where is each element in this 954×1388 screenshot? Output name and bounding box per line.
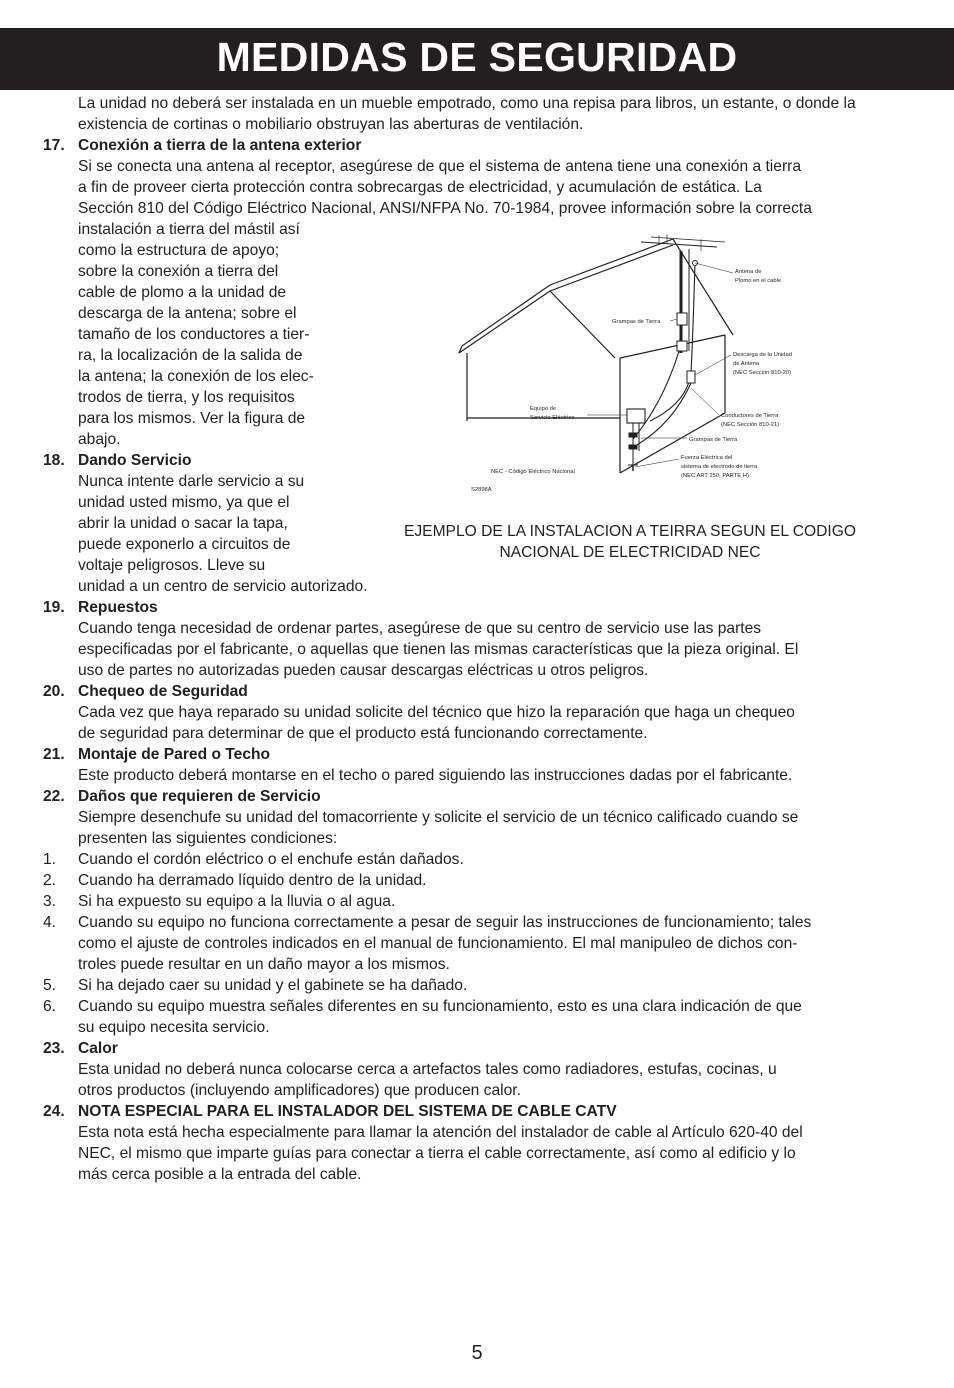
section-number: 23.: [43, 1040, 65, 1057]
text-line: unidad usted mismo, ya que el: [78, 494, 290, 511]
label-electrode-system: (NEC ART 250, PARTE H): [681, 473, 749, 479]
text-line: uso de partes no autorizadas pueden causar descargas eléctricas u otros peligros.: [78, 662, 649, 679]
label-antenna-lead: Plomo en el cable: [735, 278, 782, 284]
condition-item: [43, 975, 913, 996]
label-clamps-top: Grampas de Tierra: [612, 319, 661, 325]
condition-item: [43, 912, 913, 975]
section-21: [43, 744, 913, 786]
text-line: Nunca intente darle servicio a su: [78, 473, 305, 490]
text-line: Si ha dejado caer su unidad y el gabinete se ha dañado.: [78, 977, 468, 994]
text-line: su equipo necesita servicio.: [78, 1019, 270, 1036]
label-discharge-unit: (NEC Sección 810-20): [733, 370, 791, 376]
condition-number: 1.: [43, 851, 57, 868]
section-19: [43, 597, 913, 681]
label-ground-conductors: Conductores de Tierra: [721, 413, 779, 419]
label-electrode-system: Fuerza Eléctrica del: [681, 455, 733, 461]
text-line: cable de plomo a la unidad de: [78, 284, 287, 301]
text-line: sobre la conexión a tierra del: [78, 263, 279, 280]
text-line: Cuando el cordón eléctrico o el enchufe están dañados.: [78, 851, 464, 868]
section-20: [43, 681, 913, 744]
text-line: Sección 810 del Código Eléctrico Nacional, ANSI/NFPA No. 70-1984, provee información sobre la correcta: [78, 200, 812, 217]
caption-line: EJEMPLO DE LA INSTALACION A TEIRRA SEGUN EL CODIGO: [403, 523, 857, 540]
label-clamps-bottom: Grampas de Tierra: [689, 437, 738, 443]
condition-number: 4.: [43, 914, 57, 931]
section-number: 19.: [43, 599, 65, 616]
text-line: como el ajuste de controles indicados en el manual de funcionamiento. El mal manipuleo de dichos con-: [78, 935, 798, 952]
caption-line: NACIONAL DE ELECTRICIDAD NEC: [499, 544, 761, 561]
section-title: Chequeo de Seguridad: [78, 683, 248, 700]
label-figure-code: S2898A: [471, 487, 492, 493]
section-title: Daños que requieren de Servicio: [78, 788, 321, 805]
section-24: [43, 1101, 913, 1185]
wrapped-text: [78, 219, 353, 450]
text-line: troles puede resultar en un daño mayor a los mismos.: [78, 956, 450, 973]
text-line: tamaño de los conductores a tier-: [78, 326, 310, 343]
label-nec: NEC - Código Eléctrico Nacional: [491, 469, 575, 475]
text-line: la antena; la conexión de los elec-: [78, 368, 314, 385]
text-line: Si ha expuesto su equipo a la lluvia o al agua.: [78, 893, 396, 910]
condition-number: 6.: [43, 998, 57, 1015]
page-number: 5: [471, 1342, 483, 1364]
section-number: 24.: [43, 1103, 65, 1120]
text-line: instalación a tierra del mástil así: [78, 221, 300, 238]
text-line: más cerca posible a la entrada del cable.: [78, 1166, 362, 1183]
condition-number: 2.: [43, 872, 57, 889]
text-line: especificadas por el fabricante, o aquellas que tienen las mismas características que la pieza original. El: [78, 641, 799, 658]
page-title: MEDIDAS DE SEGURIDAD: [216, 34, 738, 80]
grounding-diagram: [455, 233, 815, 503]
section-title: Dando Servicio: [78, 452, 192, 469]
text-line: voltaje peligrosos. Lleve su: [78, 557, 266, 574]
label-discharge-unit: de Antena: [733, 361, 760, 367]
text-line: para los mismos. Ver la figura de: [78, 410, 306, 427]
section-number: 21.: [43, 746, 65, 763]
section-title: Conexión a tierra de la antena exterior: [78, 137, 362, 154]
label-electrode-system: sistema de electrodo de tierra: [681, 464, 758, 470]
label-service-equipment: Servicio Eléctrico: [530, 415, 575, 421]
condition-item: [43, 849, 913, 870]
text-line: Esta nota está hecha especialmente para llamar la atención del instalador de cable al Artículo 620-40 del: [78, 1124, 803, 1141]
label-discharge-unit: Descarga de la Unidad: [733, 352, 792, 358]
section-number: 18.: [43, 452, 65, 469]
text-line: de seguridad para determinar de que el producto está funcionando correctamente.: [78, 725, 648, 742]
section-number: 20.: [43, 683, 65, 700]
condition-item: [43, 891, 913, 912]
section-title: NOTA ESPECIAL PARA EL INSTALADOR DEL SISTEMA DE CABLE CATV: [78, 1103, 617, 1120]
text-line: a fin de proveer cierta protección contra sobrecargas de electricidad, y acumulación de estática. La: [78, 179, 762, 196]
text-line: unidad a un centro de servicio autorizado.: [78, 578, 368, 595]
text-line: Si se conecta una antena al receptor, asegúrese de que el sistema de antena tiene una conexión a tierra: [78, 158, 801, 175]
text-line: Siempre desenchufe su unidad del tomacorriente y solicite el servicio de un técnico calificado cuando se: [78, 809, 799, 826]
text-line: Cuando ha derramado líquido dentro de la unidad.: [78, 872, 427, 889]
text-line: otros productos (incluyendo amplificadores) que producen calor.: [78, 1082, 521, 1099]
condition-number: 5.: [43, 977, 57, 994]
condition-item: [43, 996, 913, 1038]
text-line: abajo.: [78, 431, 121, 448]
text-line: puede exponerlo a circuitos de: [78, 536, 291, 553]
label-service-equipment: Equipo de: [530, 406, 557, 412]
intro-paragraph: La unidad no deberá ser instalada en un mueble empotrado, como una repisa para libros, un estante, o donde la existencia de cortinas o mobiliario obstruyan las aberturas de ventilación.: [78, 95, 856, 133]
text-line: Cuando su equipo no funciona correctamente a pesar de seguir las instrucciones de funcionamiento; tales: [78, 914, 812, 931]
section-23: [43, 1038, 913, 1101]
text-line: como la estructura de apoyo;: [78, 242, 280, 259]
section-number: 22.: [43, 788, 65, 805]
text-line: trodos de tierra, y los requisitos: [78, 389, 295, 406]
section-number: 17.: [43, 137, 65, 154]
section-title: Calor: [78, 1040, 118, 1057]
figure-caption: [360, 521, 900, 563]
condition-number: 3.: [43, 893, 57, 910]
label-antenna-lead: Antena de: [735, 269, 762, 275]
section-title: Montaje de Pared o Techo: [78, 746, 271, 763]
section-22: [43, 786, 913, 849]
text-line: Cuando tenga necesidad de ordenar partes, asegúrese de que su centro de servicio use las partes: [78, 620, 762, 637]
text-line: NEC, el mismo que imparte guías para conectar a tierra el cable correctamente, así como al edificio y lo: [78, 1145, 796, 1162]
text-line: descarga de la antena; sobre el: [78, 305, 297, 322]
section-title: Repuestos: [78, 599, 158, 616]
text-line: Este producto deberá montarse en el techo o pared siguiendo las instrucciones dadas por el fabricante.: [78, 767, 793, 784]
antenna-mast: [627, 234, 725, 471]
text-line: ra, la localización de la salida de: [78, 347, 303, 364]
text-line: Cada vez que haya reparado su unidad solicite del técnico que hizo la reparación que haga un chequeo: [78, 704, 795, 721]
text-line: presenten las siguientes condiciones:: [78, 830, 338, 847]
text-line: abrir la unidad o sacar la tapa,: [78, 515, 288, 532]
condition-item: [43, 870, 913, 891]
header-bar: [0, 28, 954, 90]
label-ground-conductors: (NEC Sección 810-21): [721, 422, 779, 428]
text-line: Cuando su equipo muestra señales diferentes en su funcionamiento, esto es una clara indicación de que: [78, 998, 802, 1015]
text-line: Esta unidad no deberá nunca colocarse cerca a artefactos tales como radiadores, estufas, cocinas, u: [78, 1061, 777, 1078]
diagram-labels: [471, 269, 792, 493]
